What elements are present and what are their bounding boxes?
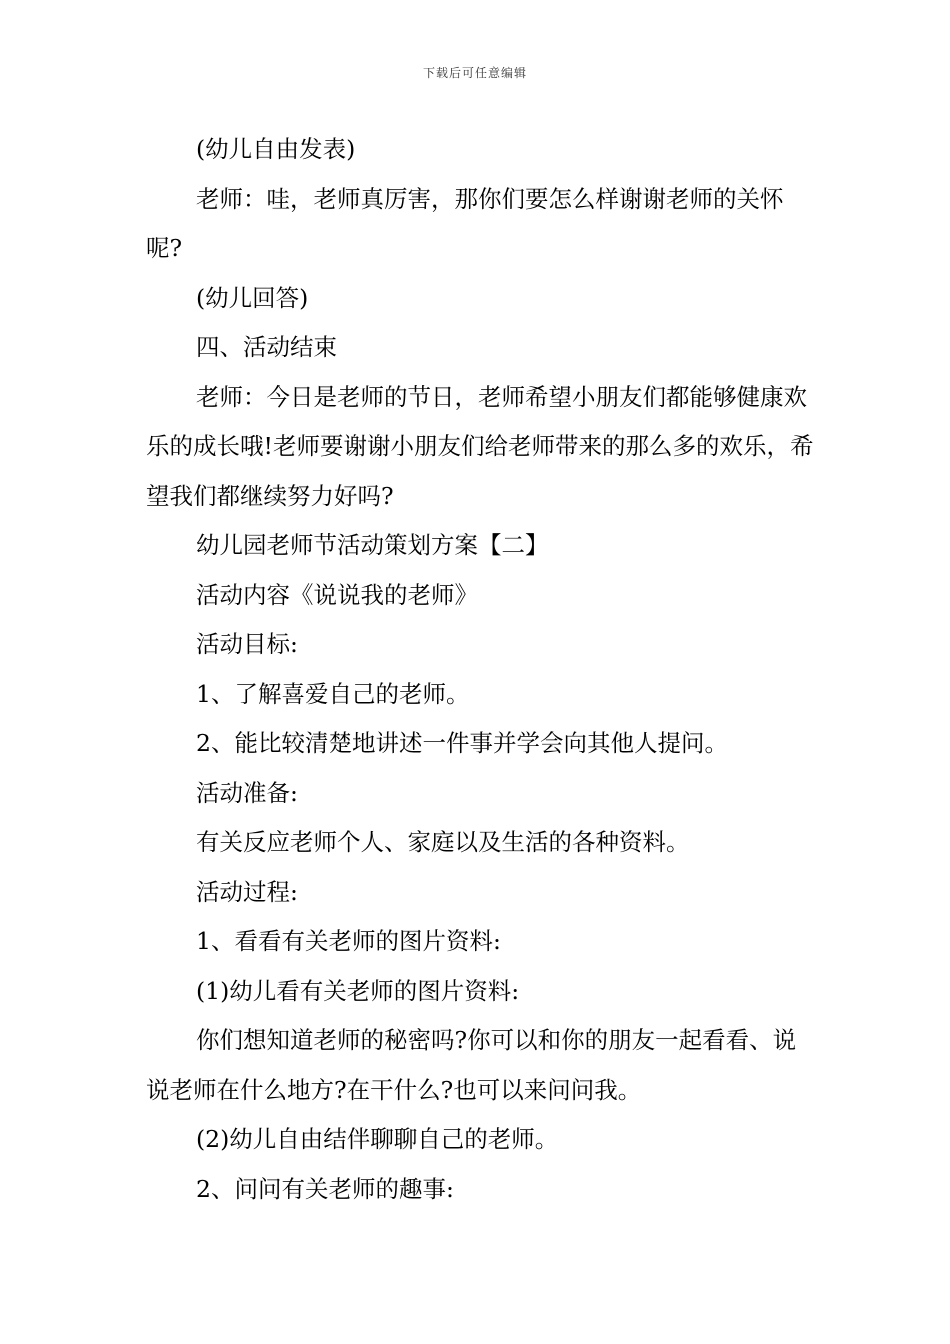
list-item: (2)幼儿自由结伴聊聊自己的老师。	[196, 1125, 559, 1153]
document-body	[146, 125, 816, 1214]
paragraph: 老师：今日是老师的节日，老师希望小朋友们都能够健康欢乐的成长哦!老师要谢谢小朋友们给老师带来的那么多的欢乐，希望我们都继续努力好吗?	[146, 382, 814, 510]
list-item: 1、了解喜爱自己的老师。	[196, 679, 470, 708]
list-item: 2、问问有关老师的趣事:	[196, 1174, 454, 1203]
section-heading: 活动目标:	[196, 630, 298, 658]
section-heading: 活动过程:	[196, 877, 298, 906]
paragraph: 活动内容《说说我的老师》	[196, 580, 478, 609]
paragraph: 老师：哇，老师真厉害，那你们要怎么样谢谢老师的关怀呢?	[146, 184, 784, 262]
list-item: 2、能比较清楚地讲述一件事并学会向其他人提问。	[196, 729, 728, 757]
document-title: 幼儿园老师节活动策划方案【二】	[196, 531, 549, 559]
section-heading: 活动准备:	[196, 778, 298, 807]
section-heading: 四、活动结束	[196, 333, 337, 361]
paragraph: (幼儿自由发表)	[196, 135, 356, 163]
paragraph: 你们想知道老师的秘密吗?你可以和你的朋友一起看看、说说老师在什么地方?在干什么?也可以来问问我。	[146, 1026, 797, 1104]
list-item: 1、看看有关老师的图片资料:	[196, 927, 501, 955]
paragraph: 有关反应老师个人、家庭以及生活的各种资料。	[196, 828, 690, 856]
paragraph: (幼儿回答)	[196, 283, 309, 312]
list-item: (1)幼儿看有关老师的图片资料:	[196, 976, 520, 1005]
page-header: 下载后可任意编辑	[422, 66, 527, 80]
